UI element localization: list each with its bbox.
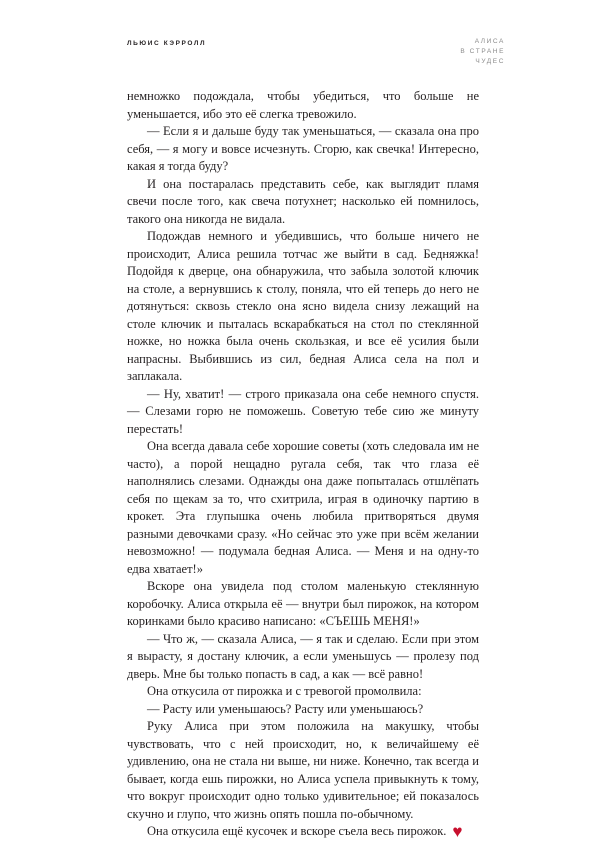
heart-icon: ♥: [452, 822, 463, 841]
running-head-author: ЛЬЮИС КЭРРОЛЛ: [127, 40, 207, 47]
running-head-title-line: ЧУДЕС: [475, 58, 505, 65]
paragraph: — Ну, хватит! — строго приказала она себе немного спустя. — Слезами горю не поможешь. Советую тебе сию же минуту перестать!: [127, 386, 479, 436]
paragraph: Подождав немного и убедившись, что больше ничего не происходит, Алиса решила тотчас же выйти в сад. Бедняжка! Подойдя к дверце, она обнаружила, что забыла золотой ключик на столе, а вернувшись к столу, поняла, что ей теперь до него не дотянуться: сквозь стекло она ясно видела снизу лежащий на столе ключик и пыталась вскарабкаться на стол по стеклянной ножке, но ножка была очень скользкая, и все её усилия были напрасны. Выбившись из сил, бедная Алиса села на пол и заплакала.: [127, 229, 479, 383]
paragraph: Вскоре она увидела под столом маленькую стеклянную коробочку. Алиса открыла её — внутри был пирожок, на котором коринками было красиво написано: «СЪЕШЬ МЕНЯ!»: [127, 579, 479, 628]
paragraph: — Что ж, — сказала Алиса, — я так и сделаю. Если при этом я вырасту, я достану ключик, а если уменьшусь — пролезу под дверь. Мне бы только попасть в сад, а как — всё равно!: [127, 631, 479, 681]
paragraph-text: Она откусила ещё кусочек и вскоре съела весь пирожок.: [147, 824, 447, 838]
paragraph: Она всегда давала себе хорошие советы (хоть следовала им не часто), а порой нещадно ругала себя, так что глаза её наполнялись слезами. Однажды она даже попыталась отшлёпать себя по щекам за то, что схитрила, играя в одиночку партию в крокет. Эта глупышка очень любила притворяться двумя разными девочками сразу. «Но сейчас это уже при всём желании невозможно! — подумала бедная Алиса. — Меня и на одну-то едва хватает!»: [127, 439, 479, 576]
body-text: [127, 88, 479, 841]
running-head-title: [415, 37, 505, 67]
paragraph: Руку Алиса при этом положила на макушку, чтобы чувствовать, что с ней происходит, но, к величайшему её удивлению, она не стала ни выше, ни ниже. Конечно, так всегда и бывает, когда ешь пирожки, но Алиса успела привыкнуть к тому, что вокруг происходит одно только удивительное; ей показалось скучно и глупо, что жизнь опять пошла по-обычному.: [127, 719, 479, 821]
paragraph: И она постаралась представить себе, как выглядит пламя свечи после того, как свеча потухнет; насколько ей помнилось, такого она никогда не видала.: [127, 176, 479, 226]
paragraph: немножко подождала, чтобы убедиться, что больше не уменьшается, ибо это её слегка тревожило.: [127, 89, 479, 121]
paragraph: — Если я и дальше буду так уменьшаться, — сказала она про себя, — я могу и вовсе исчезнуть. Сгорю, как свечка! Интересно, какая я тогда буду?: [127, 124, 479, 173]
paragraph: — Расту или уменьшаюсь? Расту или уменьшаюсь?: [147, 701, 424, 716]
running-head-title-line: В СТРАНЕ: [460, 48, 505, 55]
last-paragraph: [127, 823, 479, 841]
paragraph: Она откусила от пирожка и с тревогой промолвила:: [147, 684, 422, 698]
running-head-title-line: АЛИСА: [474, 38, 505, 45]
